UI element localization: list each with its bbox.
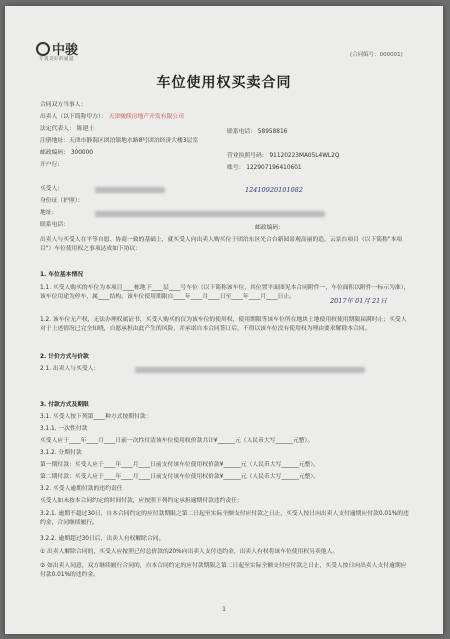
page-title: 车位使用权买卖合同 — [156, 75, 292, 91]
clause-3-1-1-text: 买受人应于____年____月____日前一次性付清该车位使用权价款共计¥______元（人民币大写______元整）。 — [40, 438, 314, 444]
logo-tagline: 专筑美好的通道 — [39, 57, 74, 62]
address: 注册地址：天津市静海区团泊镇地水路8号团泊经济大楼3层室 — [40, 138, 199, 144]
clause-1-1: 1.1. 买受人购买的车位为本项目____栋地下____层____号车位（以下简称该车位，其位置平面图见本合同附件一，车位面积以附件一标示为准），该车位用途为停车，属____结构。该车位使用期限自____年____月____日至____年____月____日止。 — [40, 285, 410, 300]
phone: 联系电话： 58958816 — [227, 129, 288, 135]
seller-name: 出卖人（以下简称甲方）： 天津骏续房地产开发有限公司 — [40, 114, 184, 120]
clause-1-2: 1.2. 该车位无产权，无法办理权属证书，买受人购买的仅为该车位的使用权，使用期限等该车位所在地块土地使用权使用期限届满时止；买受人对于上述情况已完全知晓，自愿承担由此产生的风险，并承诺自本合同签订后，不得以该车位没有使用权为理由要求解除本合同。 — [40, 317, 407, 332]
clause-3-1-1: 3.1.1. 一次性付款 — [40, 426, 88, 432]
account: 账号： 122907196410601 — [227, 165, 302, 171]
redacted-price — [135, 367, 365, 373]
license-no: 营业执照号码： 91120223MA05L4WL2Q — [227, 153, 340, 159]
legal-rep: 法定代表人： 陈建土 — [40, 126, 95, 132]
redacted-address — [95, 211, 325, 217]
parties-intro: 合同双方当事人： — [40, 102, 87, 108]
postcode: 邮政编码： 300000 — [40, 150, 93, 156]
handwriting-2: 2017年 01月 21日 — [330, 297, 387, 305]
page-number: 1 — [222, 606, 226, 613]
buyer-postcode: 邮政编码： — [255, 225, 284, 231]
clause-3-2-text: 买受人如未按本合同约定的时间付款，应按照下列约定承担逾期付款违约责任： — [40, 498, 243, 504]
buyer-phone: 联系电话： — [40, 222, 69, 228]
clause-3-1-2: 3.1.2. 分期付款 — [40, 450, 82, 456]
clause-3-1-2-b: 第二期付款：买受人应于____年____月____日前支付该车位使用权价款¥______元（人民币大写______元整）。 — [40, 474, 320, 480]
clause-3-2-2-b: ② 如出卖人同意，双方继续履行合同的，自本合同约定的应付款期限之第二日起至实际全额支付应付款之日止，买受人按日向出卖人支付逾期应付款0.01%的违约金。 — [40, 563, 407, 578]
section-3-title: 3. 付款方式及期限 — [40, 402, 89, 408]
contract-page — [5, 6, 443, 634]
contract-number: (合同编号：000001) — [350, 52, 403, 58]
section-2-title: 2. 计价方式与价款 — [40, 354, 89, 360]
bank: 开户行： — [40, 162, 64, 168]
clause-3-2-1: 3.2.1. 逾期不超过30日，自本合同约定的应付款期限之第二日起至实际全额支付应付款之日止，买受人按日向出卖人支付逾期应付款0.01%的违约金，合同继续履行。 — [40, 511, 409, 526]
company-logo: 中骏 — [36, 39, 78, 58]
buyer-label: 买受人： — [40, 186, 64, 192]
section-1-title: 1. 车位基本情况 — [40, 272, 84, 278]
clause-3-2-2-a: ① 出卖人解除合同的，买受人应按照已付总价款的20%向出卖人支付违约金，出卖人有权将该车位使用权另卖他人。 — [40, 549, 339, 555]
clause-3-2-2: 3.2.2. 逾期超过30日后，出卖人有权解除合同。 — [40, 536, 165, 542]
handwriting-1: 12410920101082 — [245, 186, 303, 194]
agreement-intro: 出卖人与买受人在平等自愿、协商一致的基础上，就买受人向出卖人购买位于团泊东区光合台新园景观高丽的造，云景台项目（以下简称"本项目"）车位使用权之事项达成如下协议： — [40, 237, 403, 252]
id-label: 身份证（护照）： — [40, 198, 84, 204]
clause-3-1: 3.1. 买受人按下列第____种方式按期付款： — [40, 414, 152, 420]
gear-icon — [36, 42, 50, 56]
clause-2-1: 2.1. 出卖人与买受人： — [40, 366, 100, 372]
clause-3-2: 3.2. 买受人逾期付款的违约责任 — [40, 486, 123, 492]
redacted-buyer — [95, 187, 165, 193]
clause-3-1-2-a: 第一期付款：买受人应于____年____月____日前支付该车位使用权价款¥______元（人民币大写______元整）。 — [40, 462, 320, 468]
buyer-address: 地址： — [40, 210, 58, 216]
